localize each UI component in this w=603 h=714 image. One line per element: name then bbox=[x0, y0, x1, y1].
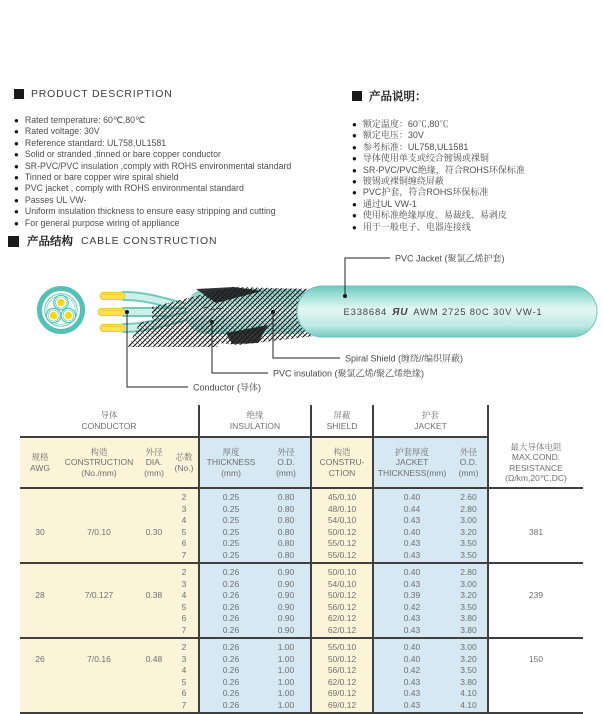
bullet-item bbox=[352, 130, 598, 141]
bullet-icon: ● bbox=[352, 222, 357, 232]
column-header-cell bbox=[372, 438, 450, 489]
cell-line: 0.25 bbox=[222, 503, 240, 514]
cell-line: 0.25 bbox=[222, 492, 240, 502]
cell-line: 3.80 bbox=[460, 624, 477, 635]
cell-line: CONSTRUCTION bbox=[64, 457, 134, 468]
cell-line: 3 bbox=[181, 653, 187, 664]
cell-line: 0.25 bbox=[222, 515, 240, 525]
spec-table bbox=[20, 405, 583, 714]
jacket-tube bbox=[297, 286, 597, 337]
cell-line: 0.90 bbox=[277, 578, 295, 589]
cell-line: 4 bbox=[181, 515, 187, 525]
ul-recognized-mark-icon: ЯU bbox=[392, 307, 409, 318]
cell-line: 239 bbox=[528, 590, 544, 600]
cell-line: 0.26 bbox=[222, 590, 240, 600]
bullet-text: SR-PVC/PVC insulation ,comply with ROHS environmental standard bbox=[24, 160, 292, 171]
cell-line: RESISTANCE bbox=[509, 462, 563, 473]
bullet-icon: ● bbox=[14, 161, 19, 171]
cell-line: 55/0.12 bbox=[327, 538, 357, 548]
bullet-text: 使用标准绝缘厚度、易裁线、易剥皮 bbox=[362, 210, 507, 221]
cell-line: 0.26 bbox=[222, 653, 240, 664]
bullet-item bbox=[352, 176, 598, 187]
cell-line: 外径 bbox=[459, 446, 477, 457]
cell-line: 0.43 bbox=[403, 578, 421, 589]
pvc-jacket-label: PVC Jacket (聚氯乙烯护套) bbox=[395, 253, 505, 264]
cell-line: 厚度 bbox=[222, 446, 240, 457]
cell-line: 2 bbox=[181, 567, 187, 577]
bullet-text: Tinned or bare copper wire spiral shield bbox=[24, 172, 179, 183]
bullet-item bbox=[352, 153, 598, 164]
cell-line: 48/0.10 bbox=[327, 503, 357, 514]
cell-line: 0.44 bbox=[403, 503, 421, 514]
cell-line: MAX.COND. bbox=[511, 452, 561, 462]
cell-line: CONSTRU- bbox=[319, 457, 365, 468]
cell-line: 7/0.127 bbox=[84, 590, 114, 600]
cell-line: 0.43 bbox=[403, 676, 421, 687]
cell-line: 0.25 bbox=[222, 549, 240, 560]
column-header-cell bbox=[310, 438, 372, 489]
cell-line: 50/0.10 bbox=[327, 567, 357, 577]
cell-line: 56/0.12 bbox=[327, 601, 357, 612]
cell-line: 56/0.12 bbox=[327, 665, 357, 675]
cell-line: 0.80 bbox=[277, 549, 295, 560]
cell-line: 0.43 bbox=[403, 549, 421, 560]
data-cell bbox=[310, 639, 372, 714]
data-cell bbox=[170, 489, 198, 564]
square-bullet-icon bbox=[14, 89, 24, 99]
product-description-title bbox=[14, 88, 350, 100]
cell-line: 7 bbox=[181, 699, 187, 710]
pvc-insulation-label: PVC insulation (聚氯乙烯/聚乙烯绝缘) bbox=[273, 368, 425, 379]
cell-line: 0.26 bbox=[222, 699, 240, 710]
cell-line: 3.50 bbox=[460, 601, 477, 612]
cell-line: 1.00 bbox=[277, 699, 295, 710]
bullet-item bbox=[14, 115, 350, 126]
data-cell bbox=[198, 564, 262, 639]
bullet-item bbox=[352, 119, 598, 130]
cell-line: 45/0.10 bbox=[327, 492, 357, 502]
cell-line: CONDUCTOR bbox=[81, 420, 137, 431]
bullet-text: 用于一般电子、电器连接线 bbox=[362, 221, 471, 232]
cell-line: 0.80 bbox=[277, 515, 295, 525]
cell-line: 芯数 bbox=[175, 452, 193, 462]
bullet-icon: ● bbox=[352, 188, 357, 198]
cell-line: THICKNESS(mm) bbox=[377, 467, 447, 478]
column-header-cell bbox=[450, 438, 487, 489]
column-header-cell bbox=[198, 438, 262, 489]
data-cell bbox=[372, 489, 450, 564]
cell-line: 0.26 bbox=[222, 624, 240, 635]
cell-line: (No.) bbox=[174, 462, 194, 473]
cell-line: 1.00 bbox=[277, 665, 295, 675]
bullet-icon: ● bbox=[14, 207, 19, 217]
bullet-icon: ● bbox=[352, 142, 357, 152]
cable-construction-diagram bbox=[0, 245, 603, 405]
conductor-label: Conductor (导体) bbox=[193, 382, 262, 393]
cell-line: (mm) bbox=[276, 467, 296, 478]
cell-line: 55/0.12 bbox=[327, 549, 357, 560]
bullet-item bbox=[14, 138, 350, 149]
bullet-icon: ● bbox=[352, 165, 357, 175]
conductor-prongs bbox=[98, 292, 125, 332]
cell-line: 屏蔽 bbox=[333, 410, 351, 420]
bullet-icon: ● bbox=[352, 154, 357, 164]
cell-line: 26 bbox=[35, 653, 45, 664]
cell-line: 绝缘 bbox=[246, 410, 264, 420]
bullet-icon: ● bbox=[14, 138, 19, 148]
product-description-zh-list bbox=[352, 119, 598, 233]
bullet-icon: ● bbox=[14, 195, 19, 205]
bullet-text: Rated voltage: 30V bbox=[24, 126, 100, 137]
bullet-item bbox=[352, 199, 598, 210]
bullet-text: PVC护套，符合ROHS环保标准 bbox=[362, 187, 489, 198]
bullet-item bbox=[352, 187, 598, 198]
data-cell bbox=[198, 489, 262, 564]
cell-line: 0.30 bbox=[145, 526, 163, 537]
cell-line: 3.50 bbox=[460, 549, 477, 560]
cell-line: 0.40 bbox=[403, 567, 421, 577]
cell-line: AWG bbox=[30, 462, 50, 473]
bullet-text: Uniform insulation thickness to ensure easy stripping and cutting bbox=[24, 206, 276, 217]
data-cell bbox=[487, 639, 583, 714]
cell-line: (mm) bbox=[458, 467, 479, 478]
cell-line: 0.90 bbox=[277, 624, 295, 635]
bullet-text: 通过UL VW-1 bbox=[362, 198, 417, 209]
cell-line: 外径 bbox=[277, 446, 295, 457]
cell-line: 2.80 bbox=[460, 503, 477, 514]
cell-line: 0.26 bbox=[222, 688, 240, 698]
cell-line: 0.90 bbox=[277, 590, 295, 600]
cell-line: 3.00 bbox=[460, 515, 477, 525]
cell-line: 3.80 bbox=[460, 676, 477, 687]
cell-line: 1.00 bbox=[277, 653, 295, 664]
cell-line: O.D. bbox=[277, 457, 295, 468]
product-description-section bbox=[14, 88, 350, 229]
bullet-text: 额定温度：60℃,80℃ bbox=[362, 119, 449, 129]
cell-line: 0.40 bbox=[403, 526, 421, 537]
bullet-text: 参考标准：UL758,UL1581 bbox=[362, 141, 469, 152]
cell-line: 0.26 bbox=[222, 642, 240, 652]
cell-line: 外径 bbox=[145, 446, 163, 457]
cell-line: 0.42 bbox=[403, 665, 421, 675]
cell-line: 0.80 bbox=[277, 503, 295, 514]
cell-line: 4 bbox=[181, 665, 187, 675]
bullet-icon: ● bbox=[352, 199, 357, 209]
bullet-item bbox=[14, 161, 350, 172]
cell-line: 54/0.10 bbox=[327, 578, 357, 589]
cell-line: 构造 bbox=[90, 446, 108, 457]
bullet-icon: ● bbox=[14, 184, 19, 194]
cell-line: INSULATION bbox=[229, 420, 281, 431]
bullet-icon: ● bbox=[352, 211, 357, 221]
cell-line: 护套 bbox=[421, 410, 439, 420]
bullet-text: 导体使用单支或绞合镀锡或裸铜 bbox=[362, 153, 489, 164]
data-cell bbox=[262, 489, 310, 564]
cell-line: (mm) bbox=[144, 467, 164, 478]
bullet-item bbox=[14, 126, 350, 137]
cell-line: 0.48 bbox=[145, 653, 163, 664]
cell-line: 最大导体电阻 bbox=[510, 441, 562, 452]
data-cell bbox=[170, 639, 198, 714]
spiral-shield-label: Spiral Shield (缠绕//编织屏蔽) bbox=[345, 353, 464, 364]
data-cell bbox=[487, 564, 583, 639]
data-cell bbox=[310, 564, 372, 639]
cell-line: 0.26 bbox=[222, 613, 240, 623]
column-header-cell bbox=[262, 438, 310, 489]
group-header-cell bbox=[372, 405, 487, 438]
cell-line: 2 bbox=[181, 642, 187, 652]
bullet-icon: ● bbox=[14, 150, 19, 160]
cell-line: 55/0.10 bbox=[327, 642, 357, 652]
cell-line: 2 bbox=[181, 492, 187, 502]
bullet-text: PVC jacket , comply with ROHS environmental standard bbox=[24, 183, 244, 194]
bullet-icon: ● bbox=[14, 173, 19, 183]
cell-line: 0.80 bbox=[277, 526, 295, 537]
cell-line: 3.80 bbox=[460, 613, 477, 623]
cell-line: 导体 bbox=[100, 410, 118, 420]
cell-line: 0.26 bbox=[222, 665, 240, 675]
bullet-item bbox=[14, 218, 350, 229]
column-header-cell bbox=[170, 438, 198, 489]
group-header-cell bbox=[198, 405, 310, 438]
bullet-item bbox=[14, 183, 350, 194]
column-header-cell bbox=[138, 438, 170, 489]
data-cell bbox=[138, 564, 170, 639]
square-bullet-icon bbox=[352, 91, 362, 101]
cell-line: 4.10 bbox=[460, 699, 477, 710]
cell-line: 0.42 bbox=[403, 601, 421, 612]
cell-line: 2.80 bbox=[460, 567, 477, 577]
cross-section-icon bbox=[40, 289, 83, 332]
cell-line: 0.26 bbox=[222, 676, 240, 687]
cell-line: 6 bbox=[181, 613, 187, 623]
cell-line: O.D. bbox=[459, 457, 478, 468]
column-header-cell bbox=[60, 438, 138, 489]
data-cell bbox=[60, 564, 138, 639]
data-cell bbox=[60, 489, 138, 564]
bullet-text: Passes UL VW- bbox=[24, 194, 87, 205]
cell-line: 7 bbox=[181, 549, 187, 560]
cell-line: 0.90 bbox=[277, 601, 295, 612]
product-description-zh-title bbox=[352, 88, 598, 104]
cell-line: 0.25 bbox=[222, 526, 240, 537]
cell-line: 5 bbox=[181, 676, 187, 687]
cell-line: 62/0.12 bbox=[327, 613, 357, 623]
section-title-text: PRODUCT DESCRIPTION bbox=[31, 88, 173, 100]
cell-line: 69/0.12 bbox=[327, 699, 357, 710]
cell-line: THICKNESS bbox=[206, 457, 256, 468]
bullet-text: Solid or stranded ,tinned or bare copper conductor bbox=[24, 149, 221, 160]
cell-line: 0.38 bbox=[145, 590, 163, 600]
data-cell bbox=[487, 489, 583, 564]
cell-line: 3 bbox=[181, 503, 187, 514]
bullet-icon: ● bbox=[352, 120, 357, 129]
cell-line: 5 bbox=[181, 601, 187, 612]
data-cell bbox=[170, 564, 198, 639]
cell-line: 50/0.12 bbox=[327, 653, 357, 664]
cell-line: DIA. bbox=[145, 457, 163, 468]
cell-line: 3.00 bbox=[460, 578, 477, 589]
cell-line: 7/0.16 bbox=[87, 653, 111, 664]
section-title-en: CABLE CONSTRUCTION bbox=[81, 235, 218, 247]
cell-line: 0.40 bbox=[403, 653, 421, 664]
data-cell bbox=[138, 489, 170, 564]
data-cell bbox=[450, 489, 487, 564]
cell-line: 1.00 bbox=[277, 642, 295, 652]
cell-line: 3.20 bbox=[460, 653, 477, 664]
data-cell bbox=[198, 639, 262, 714]
group-header-spacer bbox=[487, 405, 583, 438]
cell-line: 62/0.12 bbox=[327, 676, 357, 687]
data-cell bbox=[450, 639, 487, 714]
cell-line: 0.80 bbox=[277, 492, 295, 502]
column-header-cell bbox=[20, 438, 60, 489]
cell-line: 3.50 bbox=[460, 665, 477, 675]
group-header-cell bbox=[310, 405, 372, 438]
data-cell bbox=[372, 564, 450, 639]
cell-line: JACKET bbox=[395, 457, 429, 468]
cell-line: 3.20 bbox=[460, 526, 477, 537]
bullet-item bbox=[352, 165, 598, 176]
cell-line: 0.26 bbox=[222, 567, 240, 577]
cert-number: E338684 bbox=[343, 307, 388, 318]
bullet-icon: ● bbox=[352, 177, 357, 187]
product-description-zh-section bbox=[352, 88, 598, 233]
cell-line: 0.43 bbox=[403, 515, 421, 525]
cell-line: SHIELD bbox=[326, 420, 358, 431]
cell-line: 62/0.12 bbox=[327, 624, 357, 635]
bullet-item bbox=[352, 222, 598, 233]
spec-print: AWM 2725 80C 30V VW-1 bbox=[413, 307, 543, 318]
section-title-text: 产品说明： bbox=[369, 91, 427, 103]
cell-line: 54/0.10 bbox=[327, 515, 357, 525]
bullet-icon: ● bbox=[14, 127, 19, 137]
section-title-zh: 产品结构 bbox=[27, 236, 73, 248]
bullet-item bbox=[352, 142, 598, 153]
data-cell bbox=[20, 639, 60, 714]
bullet-item bbox=[14, 195, 350, 206]
data-cell bbox=[20, 564, 60, 639]
cell-line: 0.26 bbox=[222, 601, 240, 612]
cell-line: 4 bbox=[181, 590, 187, 600]
bullet-text: 镀锡或裸铜缠绕屏蔽 bbox=[362, 176, 444, 187]
cell-line: 护套厚度 bbox=[394, 446, 429, 457]
bullet-text: 额定电压：30V bbox=[362, 130, 424, 141]
bullet-icon: ● bbox=[352, 131, 357, 141]
cell-line: 0.25 bbox=[222, 538, 240, 548]
cell-line: 7/0.10 bbox=[87, 526, 111, 537]
cell-line: 0.43 bbox=[403, 688, 421, 698]
bullet-item bbox=[14, 206, 350, 217]
cell-line: 0.80 bbox=[277, 538, 295, 548]
cell-line: 1.00 bbox=[277, 688, 295, 698]
bullet-text: For general purpose wiring of appliance bbox=[24, 217, 180, 228]
group-header-cell bbox=[20, 405, 198, 438]
column-header-cell bbox=[487, 438, 583, 489]
cell-line: 0.43 bbox=[403, 613, 421, 623]
cell-line: 150 bbox=[528, 653, 544, 664]
cell-line: 7 bbox=[181, 624, 187, 635]
cell-line: 6 bbox=[181, 688, 187, 698]
cell-line: 3 bbox=[181, 578, 187, 589]
cell-line: 0.40 bbox=[403, 492, 421, 502]
cell-line: 4.10 bbox=[460, 688, 477, 698]
bullet-icon: ● bbox=[14, 116, 19, 125]
jacket-print-text bbox=[343, 307, 542, 318]
cell-line: 0.90 bbox=[277, 613, 295, 623]
cell-line: 3.00 bbox=[460, 642, 477, 652]
cell-line: (mm) bbox=[221, 467, 241, 478]
cell-line: 构造 bbox=[333, 446, 351, 457]
cell-line: 0.43 bbox=[403, 624, 421, 635]
cell-line: 6 bbox=[181, 538, 187, 548]
data-cell bbox=[20, 489, 60, 564]
cell-line: 381 bbox=[528, 526, 544, 537]
data-cell bbox=[310, 489, 372, 564]
cell-line: JACKET bbox=[414, 420, 447, 431]
cell-line: 0.26 bbox=[222, 578, 240, 589]
data-cell bbox=[450, 564, 487, 639]
data-cell bbox=[372, 639, 450, 714]
data-cell bbox=[262, 639, 310, 714]
cell-line: 0.90 bbox=[277, 567, 295, 577]
cell-line: 1.00 bbox=[277, 676, 295, 687]
cell-line: 规格 bbox=[31, 452, 49, 462]
cell-line: 30 bbox=[35, 526, 45, 537]
cell-line: 0.43 bbox=[403, 699, 421, 710]
cell-line: 0.43 bbox=[403, 538, 421, 548]
bullet-text: SR-PVC/PVC绝缘，符合ROHS环保标准 bbox=[362, 164, 525, 175]
product-description-list bbox=[14, 115, 350, 229]
cell-line: 2.60 bbox=[460, 492, 477, 502]
bullet-text: Reference standard: UL758,UL1581 bbox=[24, 137, 167, 148]
data-cell bbox=[138, 639, 170, 714]
data-cell bbox=[60, 639, 138, 714]
bullet-item bbox=[14, 172, 350, 183]
cell-line: CTION bbox=[328, 467, 356, 478]
cell-line: 3.20 bbox=[460, 590, 477, 600]
cell-line: 0.39 bbox=[403, 590, 421, 600]
bullet-item bbox=[14, 149, 350, 160]
bullet-text: Rated temperature: 60℃,80℃ bbox=[24, 115, 145, 125]
cell-line: 50/0.12 bbox=[327, 526, 357, 537]
data-cell bbox=[262, 564, 310, 639]
cell-line: (No./mm) bbox=[81, 467, 117, 478]
cell-line: 0.40 bbox=[403, 642, 421, 652]
bullet-item bbox=[352, 210, 598, 221]
cell-line: 69/0.12 bbox=[327, 688, 357, 698]
cell-line: 5 bbox=[181, 526, 187, 537]
cell-line: 28 bbox=[35, 590, 45, 600]
cell-line: 50/0.12 bbox=[327, 590, 357, 600]
bullet-icon: ● bbox=[14, 218, 19, 228]
cell-line: (Ω/km,20℃,DC) bbox=[505, 473, 567, 483]
cell-line: 3.50 bbox=[460, 538, 477, 548]
